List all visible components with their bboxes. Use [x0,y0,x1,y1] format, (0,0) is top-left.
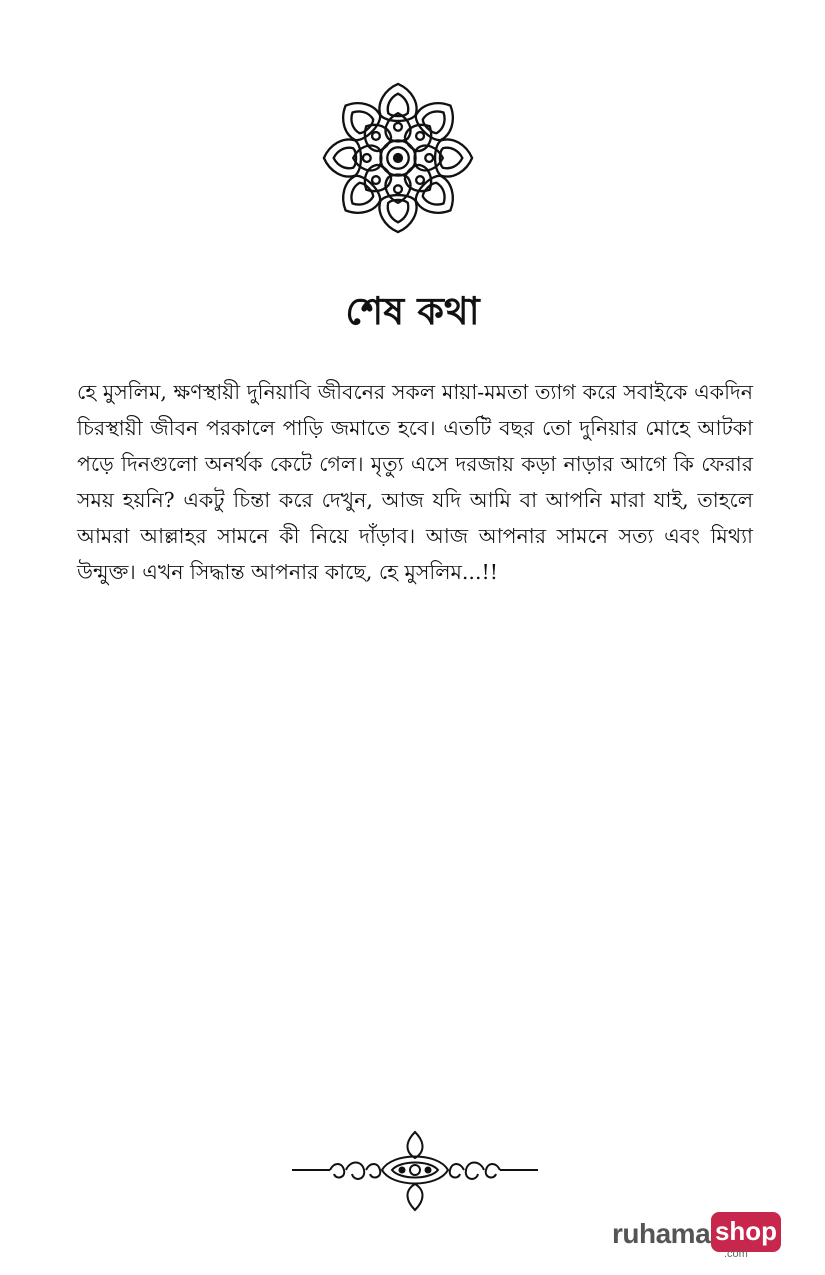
brand-name-shop: shop [714,1216,778,1246]
body-paragraph: হে মুসলিম, ক্ষণস্থায়ী দুনিয়াবি জীবনের সকল মায়া-মমতা ত্যাগ করে সবাইকে একদিন চিরস্থায়ী জীবন পরকালে পাড়ি জমাতে হবে। এতটি বছর তো দুনিয়ার মোহে আটকা পড়ে দিনগুলো অনর্থক কেটে গেল। মৃত্যু এসে দরজায় কড়া নাড়ার আগে কি ফেরার সময় হয়নি? একটু চিন্তা করে দেখুন, আজ যদি আমি বা আপনি মারা যাই, তাহলে আমরা আল্লাহর সামনে কী নিয়ে দাঁড়াব। আজ আপনার সামনে সত্য এবং মিথ্যা উন্মুক্ত। এখন সিদ্ধান্ত আপনার কাছে, হে মুসলিম...!! [77,380,753,584]
floral-divider-icon [290,1128,540,1214]
brand-name-ruhama: ruhama [612,1218,711,1249]
page-title: শেষ কথা [345,288,480,333]
mandala-ornament-icon [320,80,476,236]
brand-shop-badge [711,1212,781,1252]
brand-domain: .com [724,1248,748,1260]
brand-logo [612,1210,792,1260]
